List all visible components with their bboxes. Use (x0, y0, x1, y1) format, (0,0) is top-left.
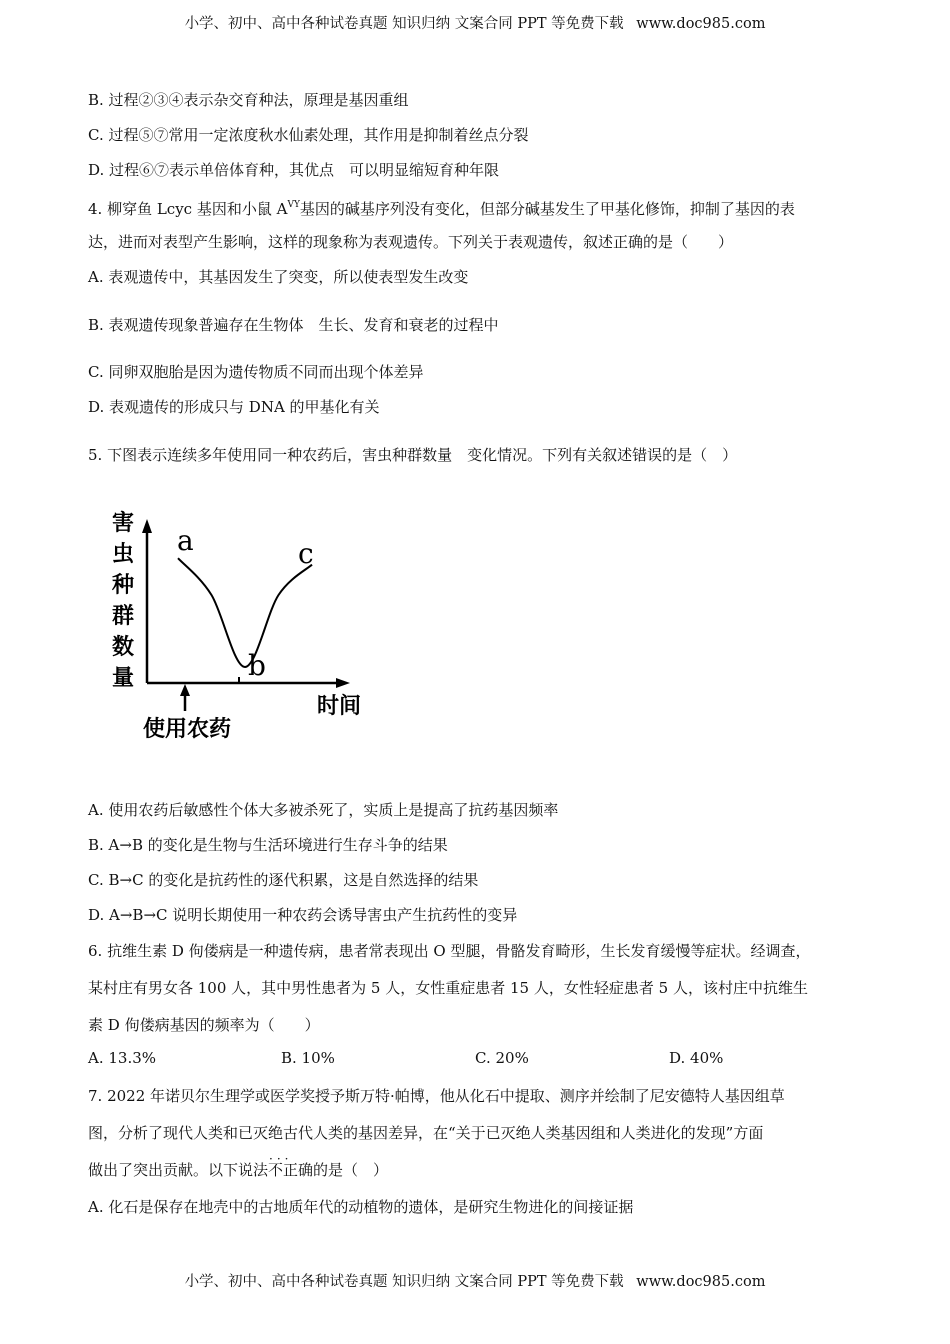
q6-stem-line1: 6. 抗维生素 D 佝偻病是一种遗传病，患者常表现出 O 型腿，骨骼发育畸形，生长发育缓慢等症状。经调查， (88, 942, 811, 960)
q4-option-a: A. 表观遗传中，其基因发生了突变，所以使表型发生改变 (88, 268, 469, 286)
population-curve (178, 558, 312, 667)
x-axis-arrow (336, 678, 350, 688)
q4-option-d: D. 表观遗传的形成只与 DNA 的甲基化有关 (88, 398, 380, 416)
pesticide-arrow-head (180, 684, 190, 696)
q5-option-b: B. A→B 的变化是生物与生活环境进行生存斗争的结果 (88, 836, 448, 854)
pesticide-annotation: 使用农药 (143, 717, 232, 742)
header-text: 小学、初中、高中各种试卷真题 知识归纳 文案合同 PPT 等免费下载 (184, 16, 624, 32)
q7-stem-part3: 的是（ ） (313, 1161, 389, 1179)
q5-stem: 5. 下图表示连续多年使用同一种农药后，害虫种群数量 变化情况。下列有关叙述错误的是（ ） (88, 446, 738, 464)
q6-stem-line3: 素 D 佝偻病基因的频率为（ ） (88, 1016, 320, 1034)
y-axis-label-char: 量 (112, 666, 135, 691)
y-axis-arrow (142, 519, 152, 533)
q3-option-c: C. 过程⑤⑦常用一定浓度秋水仙素处理，其作用是抑制着丝点分裂 (88, 126, 529, 144)
header-site-link[interactable]: www.doc985.com (636, 16, 766, 32)
q5-option-d: D. A→B→C 说明长期使用一种农药会诱导害虫产生抗药性的变异 (88, 906, 518, 924)
q7-stem-line2: 图，分析了现代人类和已灭绝古代人类的基因差异，在“关于已灭绝人类基因组和人类进化的发现”方面 (88, 1124, 764, 1142)
point-label-a: a (177, 524, 194, 557)
q4-option-c: C. 同卵双胞胎是因为遗传物质不同而出现个体差异 (88, 363, 424, 381)
q4-stem-part2: 基因的碱基序列没有变化，但部分碱基发生了甲基化修饰，抑制了基因的表 (299, 200, 795, 218)
q6-option-b: B. 10% (281, 1049, 335, 1067)
x-axis-label: 时间 (317, 694, 362, 719)
y-axis-label-char: 害 (112, 511, 135, 536)
q4-option-b: B. 表观遗传现象普遍存在生物体 生长、发育和衰老的过程中 (88, 316, 499, 334)
page-header (0, 12, 950, 33)
point-label-c: c (298, 537, 314, 570)
y-axis-label-char: 群 (112, 604, 135, 629)
q6-option-d: D. 40% (669, 1049, 724, 1067)
pest-population-chart (100, 505, 390, 750)
y-axis-label-char: 种 (112, 573, 135, 598)
q7-stem-part1: 做出了突出贡献。以下说法 (88, 1161, 269, 1179)
q7-stem-line3 (88, 1160, 388, 1180)
footer-site-link[interactable]: www.doc985.com (636, 1274, 766, 1290)
q7-option-a: A. 化石是保存在地壳中的古地质年代的动植物的遗体，是研究生物进化的间接证据 (88, 1198, 634, 1216)
y-axis-label (111, 510, 134, 691)
q7-stem-line1: 7. 2022 年诺贝尔生理学或医学奖授予斯万特·帕博，他从化石中提取、测序并绘制了尼安德特人基因组草 (88, 1087, 785, 1105)
q6-option-a: A. 13.3% (88, 1049, 157, 1067)
y-axis-label-char: 虫 (112, 542, 135, 567)
q4-stem-part1: 4. 柳穿鱼 Lcyc 基因和小鼠 A (88, 200, 288, 218)
point-label-b: b (248, 649, 266, 682)
q4-stem-line2: 达，进而对表型产生影响，这样的现象称为表观遗传。下列关于表观遗传，叙述正确的是（ ） (88, 233, 734, 251)
q6-options (88, 1049, 888, 1069)
footer-text: 小学、初中、高中各种试卷真题 知识归纳 文案合同 PPT 等免费下载 (184, 1274, 624, 1290)
q3-option-d: D. 过程⑥⑦表示单倍体育种，其优点 可以明显缩短育种年限 (88, 161, 500, 179)
q4-stem-line1 (88, 195, 795, 219)
y-axis-label-char: 数 (112, 635, 135, 660)
q6-stem-line2: 某村庄有男女各 100 人，其中男性患者为 5 人，女性重症患者 15 人，女性轻症患者 5 人，该村庄中抗维生 (88, 979, 808, 997)
q3-option-b: B. 过程②③④表示杂交育种法，原理是基因重组 (88, 91, 409, 109)
page-footer (0, 1270, 950, 1291)
q7-emphasis: 不正确 ··· (268, 1161, 313, 1179)
q4-superscript: VY (287, 200, 300, 210)
q5-option-a: A. 使用农药后敏感性个体大多被杀死了，实质上是提高了抗药基因频率 (88, 801, 559, 819)
q5-option-c: C. B→C 的变化是抗药性的逐代积累，这是自然选择的结果 (88, 871, 479, 889)
q6-option-c: C. 20% (475, 1049, 529, 1067)
